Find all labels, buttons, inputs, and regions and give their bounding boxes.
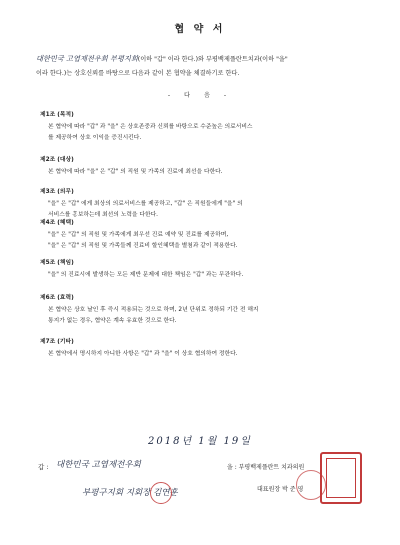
article-1: [40, 110, 370, 145]
signing-date: 2018년 1월 19일: [148, 436, 252, 447]
article-heading: 제2조 (대상): [40, 157, 74, 163]
article-heading: 제3조 (의무): [40, 189, 74, 195]
article-7: [40, 337, 370, 360]
article-line: 본 협약에 따라 "을" 은 "갑" 의 직원 및 가족의 진료에 최선을 다한다.: [48, 169, 223, 176]
article-3: [40, 187, 370, 222]
article-line: 본 협약에서 명시하지 아니한 사항은 "갑" 과 "을" 이 상호 협의하여 정한다.: [48, 351, 238, 358]
document-title: 협 약 서: [174, 24, 226, 35]
intro-paragraph: [36, 52, 376, 81]
article-6: [40, 293, 370, 328]
intro-line-1: [36, 52, 376, 67]
article-line: 를 제공하여 상호 이익을 증진시킨다.: [48, 135, 142, 142]
party-b-representative: 대표원장 박 준 영: [257, 486, 304, 493]
article-line: 본 협약에 따라 "갑" 과 "을" 은 상호존중과 신뢰를 바탕으로 수준높은 의료서비스: [48, 124, 253, 131]
party-b-official-seal: [320, 452, 362, 504]
article-line: "을" 은 "갑" 에게 최상의 의료서비스를 제공하고, "갑" 은 직원들에게 "을" 의: [48, 201, 243, 208]
seal-inner-border: [326, 458, 356, 498]
party-a-organization: 대한민국 고엽제전우회: [56, 460, 141, 470]
article-heading: 제6조 (효력): [40, 295, 74, 301]
article-line: 서비스를 홍보하는데 최선의 노력을 다한다.: [48, 212, 159, 219]
article-line: 본 협약은 상호 날인 후 즉시 적용되는 것으로 하며, 2년 단위로 정하되 기간 전 해지: [48, 307, 259, 314]
article-line: "을" 은 "갑" 의 직원 및 가족들께 진료비 할인혜택을 별첨과 같이 적용한다.: [48, 243, 238, 250]
article-heading: 제5조 (책임): [40, 260, 74, 266]
intro-line-2: 이라 한다.)는 상호신뢰를 바탕으로 다음과 같이 본 협약을 체결하기로 한다.: [36, 70, 240, 77]
handwritten-party-a-name: 대한민국 고엽제전우회 부평지회: [36, 54, 138, 63]
article-heading: 제7조 (기타): [40, 339, 74, 345]
article-line: "을" 은 "갑" 의 직원 및 가족에게 최우선 진료 예약 및 진료를 제공하며,: [48, 232, 229, 239]
article-heading: 제1조 (목적): [40, 112, 74, 118]
intro-line-1-typed: (이하 "갑" 이라 한다.)와 부평백제플란트치과(이하 "을": [137, 56, 288, 63]
party-a-representative: 부평구지회 지회장 김연훈: [82, 488, 178, 498]
party-a-label: 갑 :: [38, 463, 49, 471]
party-a-seal: [150, 482, 172, 504]
article-line: 통지가 없는 경우, 협약은 계속 유효한 것으로 한다.: [48, 318, 177, 325]
article-line: "을" 의 진료시에 발생하는 모든 제반 문제에 대한 책임은 "갑" 과는 무관하다.: [48, 272, 244, 279]
party-b-organization: 을 : 부평백제플란트 치과의원: [227, 464, 305, 471]
agreement-heading: - 다 음 -: [167, 92, 233, 99]
article-2: [40, 155, 370, 178]
article-heading: 제4조 (혜택): [40, 220, 74, 226]
article-5: [40, 258, 370, 281]
article-4: [40, 218, 370, 253]
